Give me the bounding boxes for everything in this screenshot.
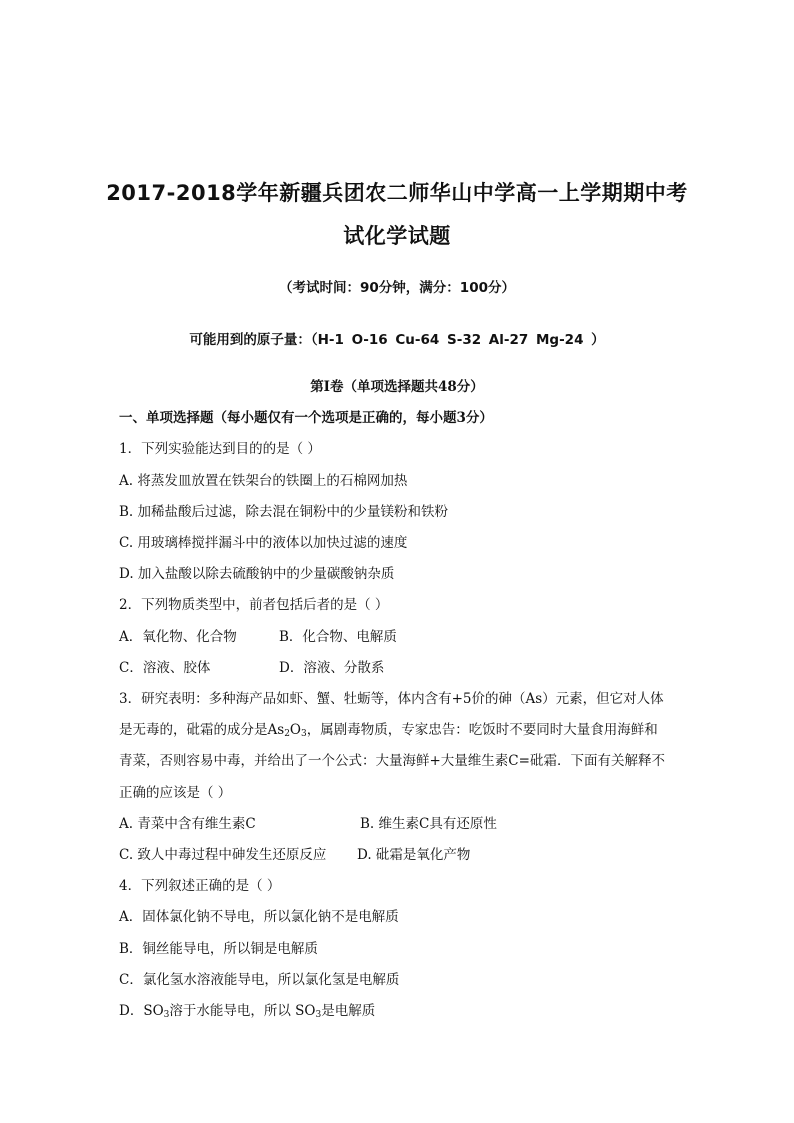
q4-option-d-mid: 溶于水能导电，所以 SO — [169, 1003, 316, 1019]
part1-title: 第Ⅰ卷（单项选择题共48分） — [310, 379, 484, 395]
section1-heading: 一、单项选择题（每小题仅有一个选项是正确的，每小题3分） — [119, 410, 493, 426]
q1-option-c: C. 用玻璃棒搅拌漏斗中的液体以加快过滤的速度 — [119, 535, 408, 551]
q4-option-d-pre: D．SO — [119, 1003, 164, 1019]
q3-option-c: C. 致人中毒过程中砷发生还原反应 — [119, 847, 327, 863]
q3-stem-line1: 3．研究表明：多种海产品如虾、蟹、牡蛎等，体内含有+5价的砷（As）元素，但它对人体 — [119, 691, 664, 707]
exam-info: （考试时间：90分钟，满分：100分） — [279, 280, 515, 296]
q1-stem: 1．下列实验能达到目的的是（ ） — [119, 441, 321, 457]
so3-subscript-2: 3 — [315, 1010, 322, 1020]
q4-stem: 4．下列叙述正确的是（ ） — [119, 878, 281, 894]
q4-option-b: B．铜丝能导电，所以铜是电解质 — [119, 941, 318, 957]
exam-title-line2: 试化学试题 — [343, 224, 451, 248]
q3-option-b: B. 维生素C具有还原性 — [360, 816, 497, 832]
q3-stem-line2 — [119, 718, 658, 739]
formula-o-subscript: 3 — [301, 729, 307, 739]
formula-as: As — [267, 722, 285, 738]
q2-option-c: C．溶液、胶体 — [119, 660, 211, 676]
formula-o: O — [289, 722, 301, 738]
q3-option-a: A. 青菜中含有维生素C — [119, 816, 256, 832]
q3-stem-line2-post: ，属剧毒物质，专家忠告：吃饭时不要同时大量食用海鲜和 — [306, 722, 658, 738]
q4-option-a: A．固体氯化钠不导电，所以氯化钠不是电解质 — [119, 909, 399, 925]
q2-option-d: D．溶液、分散系 — [279, 660, 385, 676]
q3-stem-line2-pre: 是无毒的，砒霜的成分是 — [119, 722, 268, 738]
formula-as-subscript: 2 — [284, 729, 290, 739]
q4-option-c: C．氯化氢水溶液能导电，所以氯化氢是电解质 — [119, 972, 400, 988]
q1-option-a: A. 将蒸发皿放置在铁架台的铁圈上的石棉网加热 — [119, 473, 408, 489]
q1-option-d: D. 加入盐酸以除去硫酸钠中的少量碳酸钠杂质 — [119, 566, 395, 582]
q2-option-a: A．氧化物、化合物 — [119, 629, 237, 645]
q4-option-d — [119, 999, 375, 1020]
atomic-masses: 可能用到的原子量：（H-1 O-16 Cu-64 S-32 Al-27 Mg-24 ） — [189, 332, 605, 348]
q2-option-b: B．化合物、电解质 — [279, 629, 397, 645]
q3-stem-line4: 正确的应该是（ ） — [119, 785, 232, 801]
q4-option-d-post: 是电解质 — [321, 1003, 376, 1019]
q3-option-d: D. 砒霜是氧化产物 — [357, 847, 471, 863]
exam-title-line1: 2017-2018学年新疆兵团农二师华山中学高一上学期期中考 — [106, 181, 688, 205]
q3-stem-line3: 青菜，否则容易中毒，并给出了一个公式：大量海鲜+大量维生素C=砒霜．下面有关解释不 — [119, 753, 665, 769]
q2-stem: 2．下列物质类型中，前者包括后者的是（ ） — [119, 597, 389, 613]
so3-subscript: 3 — [163, 1010, 170, 1020]
q1-option-b: B. 加稀盐酸后过滤，除去混在铜粉中的少量镁粉和铁粉 — [119, 504, 449, 520]
